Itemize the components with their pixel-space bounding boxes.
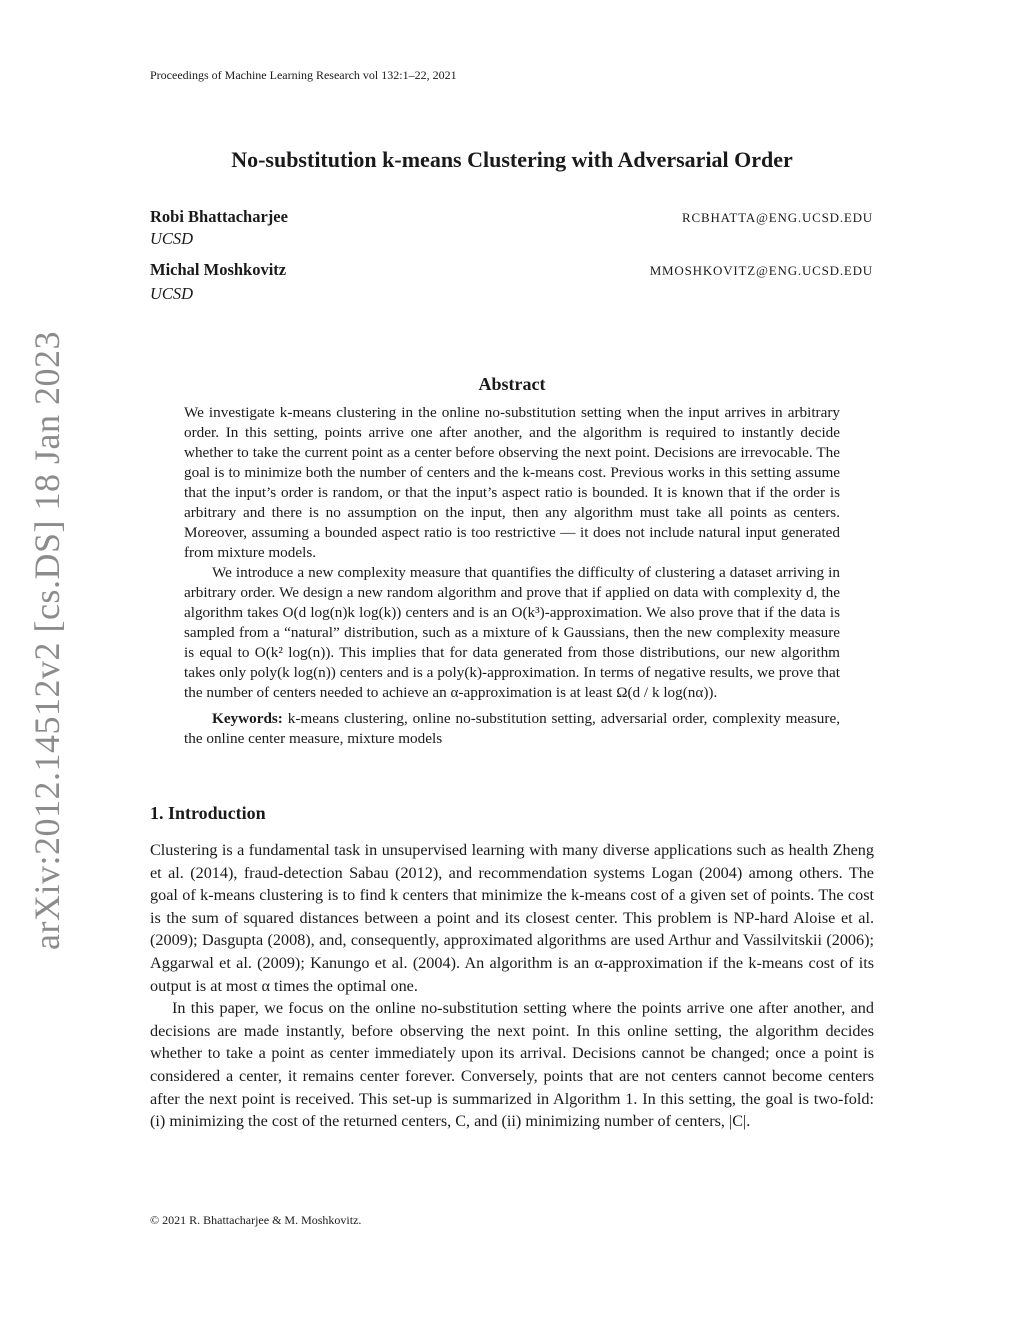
- abstract-heading: Abstract: [478, 374, 546, 394]
- keywords: [184, 709, 840, 749]
- keywords-label: Keywords:: [212, 710, 283, 727]
- author-email[interactable]: RCBHATTA@ENG.UCSD.EDU: [682, 210, 873, 225]
- body-paragraph: In this paper, we focus on the online no-substitution setting where the points arrive one after another, and decisions are made instantly, before observing the next point. In this online setting, the algorithm decides whether to take a point as center immediately upon its arrival. Decisions cannot be changed; once a point is considered a center, it remains center forever. Conversely, points that are not centers cannot become centers after the next point is received. This set-up is summarized in Algorithm 1. In this setting, the goal is two-fold: (i) minimizing the cost of the returned centers, C, and (ii) minimizing number of centers, |C|.: [150, 999, 874, 1131]
- keywords-list: k-means clustering, online no-substitution setting, adversarial order, complexity measure, the online center measure, mixture models: [184, 710, 840, 747]
- arxiv-stamp: arXiv:2012.14512v2 [cs.DS] 18 Jan 2023: [27, 331, 67, 950]
- copyright-footer: © 2021 R. Bhattacharjee & M. Moshkovitz.: [150, 1213, 362, 1227]
- author-name: Michal Moshkovitz: [150, 260, 287, 279]
- section-heading: 1. Introduction: [150, 803, 266, 823]
- abstract-paragraph: We introduce a new complexity measure that quantifies the difficulty of clustering a dataset arriving in arbitrary order. We design a new random algorithm and prove that if applied on data with complexity d, the algorithm takes O(d log(n)k log(k)) centers and is an O(k³)-approximation. We also prove that if the data is sampled from a “natural” distribution, such as a mixture of k Gaussians, then the new complexity measure is equal to O(k² log(n)). This implies that for data generated from those distributions, our new algorithm takes only poly(k log(n)) centers and is a poly(k)-approximation. In terms of negative results, we prove that the number of centers needed to achieve an α-approximation is at least Ω(d / k log(nα)).: [184, 564, 840, 701]
- journal-header: Proceedings of Machine Learning Research vol 132:1–22, 2021: [150, 68, 457, 82]
- paper-title: No-substitution k-means Clustering with Adversarial Order: [231, 147, 793, 172]
- author-affiliation: UCSD: [150, 229, 194, 248]
- body-paragraph: Clustering is a fundamental task in unsupervised learning with many diverse applications such as health Zheng et al. (2014), fraud-detection Sabau (2012), and recommendation systems Logan (2004) among others. The goal of k-means clustering is to find k centers that minimize the k-means cost of a given set of points. The cost is the sum of squared distances between a point and its closest center. This problem is NP-hard Aloise et al. (2009); Dasgupta (2008), and, consequently, approximated algorithms are used Arthur and Vassilvitskii (2006); Aggarwal et al. (2009); Kanungo et al. (2004). An algorithm is an α-approximation if the k-means cost of its output is at most α times the optimal one.: [150, 841, 874, 995]
- author-email[interactable]: MMOSHKOVITZ@ENG.UCSD.EDU: [649, 263, 873, 278]
- author-name: Robi Bhattacharjee: [150, 207, 288, 226]
- abstract-paragraph: We investigate k-means clustering in the online no-substitution setting when the input arrives in arbitrary order. In this setting, points arrive one after another, and the algorithm is required to instantly decide whether to take the current point as a center before observing the next point. Decisions are irrevocable. The goal is to minimize both the number of centers and the k-means cost. Previous works in this setting assume that the input’s order is random, or that the input’s aspect ratio is bounded. It is known that if the order is arbitrary and there is no assumption on the input, then any algorithm must take all points as centers. Moreover, assuming a bounded aspect ratio is too restrictive — it does not include natural input generated from mixture models.: [184, 404, 840, 561]
- author-affiliation: UCSD: [150, 284, 194, 303]
- introduction-body: [150, 839, 874, 1133]
- abstract-body: [184, 403, 840, 749]
